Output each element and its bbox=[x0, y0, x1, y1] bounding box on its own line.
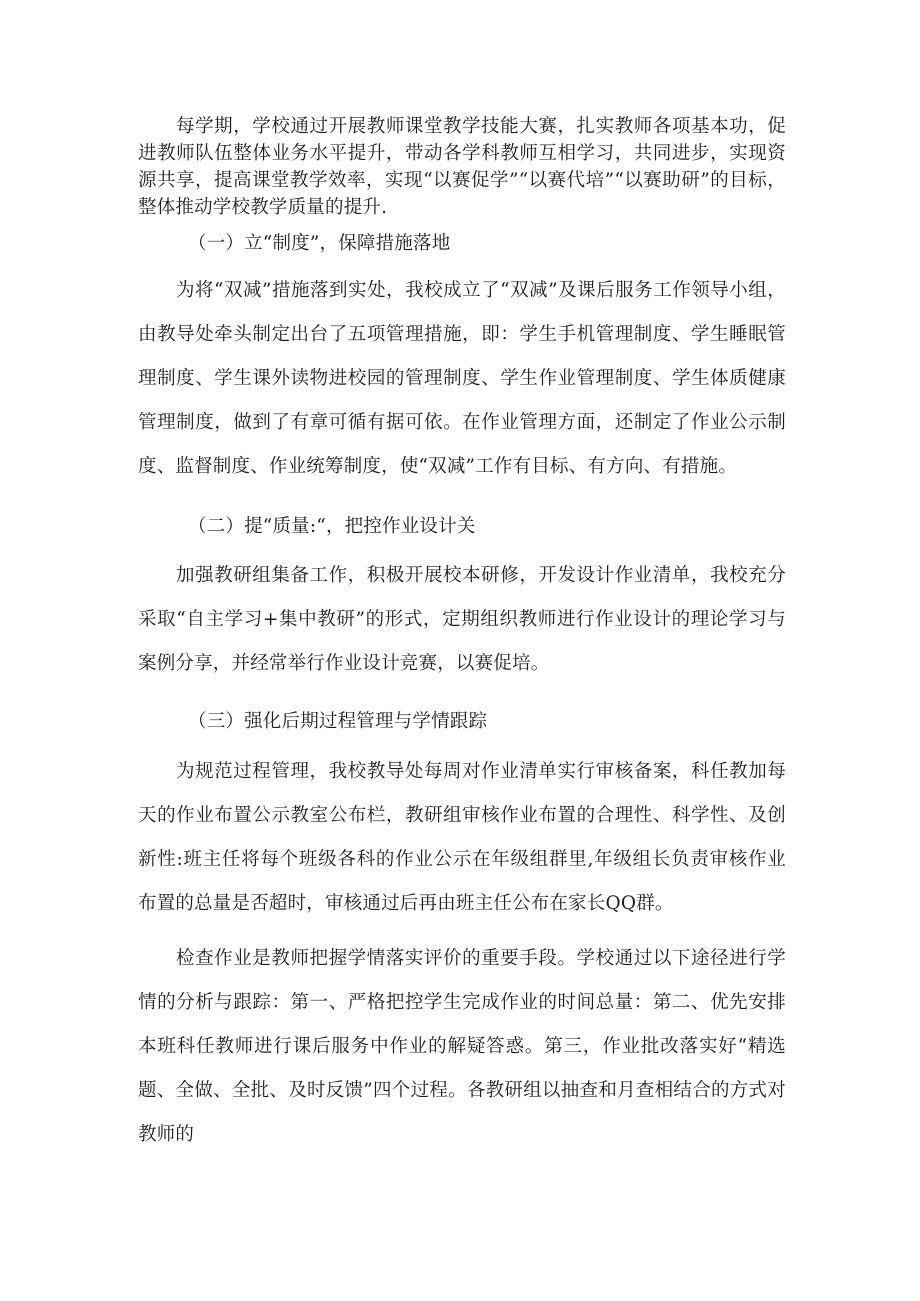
section-3-heading: （三）强化后期过程管理与学情跟踪 bbox=[188, 711, 488, 732]
section-1-heading: （一）立“制度”，保障措施落地 bbox=[188, 233, 451, 254]
section-3-paragraph-1: 为规范过程管理，我校教导处每周对作业清单实行审核备案，科任教加每天的作业布置公示教室公布栏，教研组审核作业布置的合理性、科学性、及创新性:班主任将每个班级各科的作业公示在年级组群里,年级组长负责审核作业布置的总量是否超时，审核通过后再由班主任公布在家长QQ群。 bbox=[138, 761, 786, 914]
section-2-heading: （二）提“质量:“，把控作业设计关 bbox=[188, 516, 476, 537]
section-3-paragraph-2: 检查作业是教师把握学情落实评价的重要手段。学校通过以下途径进行学情的分析与跟踪：第一、严格把控学生完成作业的时间总量：第二、优先安排本班科任教师进行课后服务中作业的解疑答惑。第三，作业批改落实好“精选题、全做、全批、及时反馈”四个过程。各教研组以抽查和月查相结合的方式对教师的 bbox=[138, 948, 786, 1145]
section-2-paragraph: 加强教研组集备工作，积极开展校本研修，开发设计作业清单，我校充分采取“自主学习+集中教研”的形式，定期组织教师进行作业设计的理论学习与案例分享，并经常举行作业设计竞赛，以赛促培。 bbox=[138, 565, 786, 674]
intro-paragraph: 每学期，学校通过开展教师课堂教学技能大赛，扎实教师各项基本功，促进教师队伍整体业务水平提升，带动各学科教师互相学习，共同进步，实现资源共享，提高课堂教学效率，实现“以赛促学”“以赛代培”“以赛助研”的目标，整体推动学校教学质量的提升. bbox=[138, 116, 786, 218]
section-1-paragraph: 为将“双减”措施落到实处，我校成立了“双减”及课后服务工作领导小组，由教导处牵头制定出台了五项管理措施，即：学生手机管理制度、学生睡眠管理制度、学生课外读物进校园的管理制度、学生作业管理制度、学生体质健康管理制度，做到了有章可循有据可依。在作业管理方面，还制定了作业公示制度、监督制度、作业统筹制度，使“双减”工作有目标、有方向、有措施。 bbox=[138, 280, 786, 477]
